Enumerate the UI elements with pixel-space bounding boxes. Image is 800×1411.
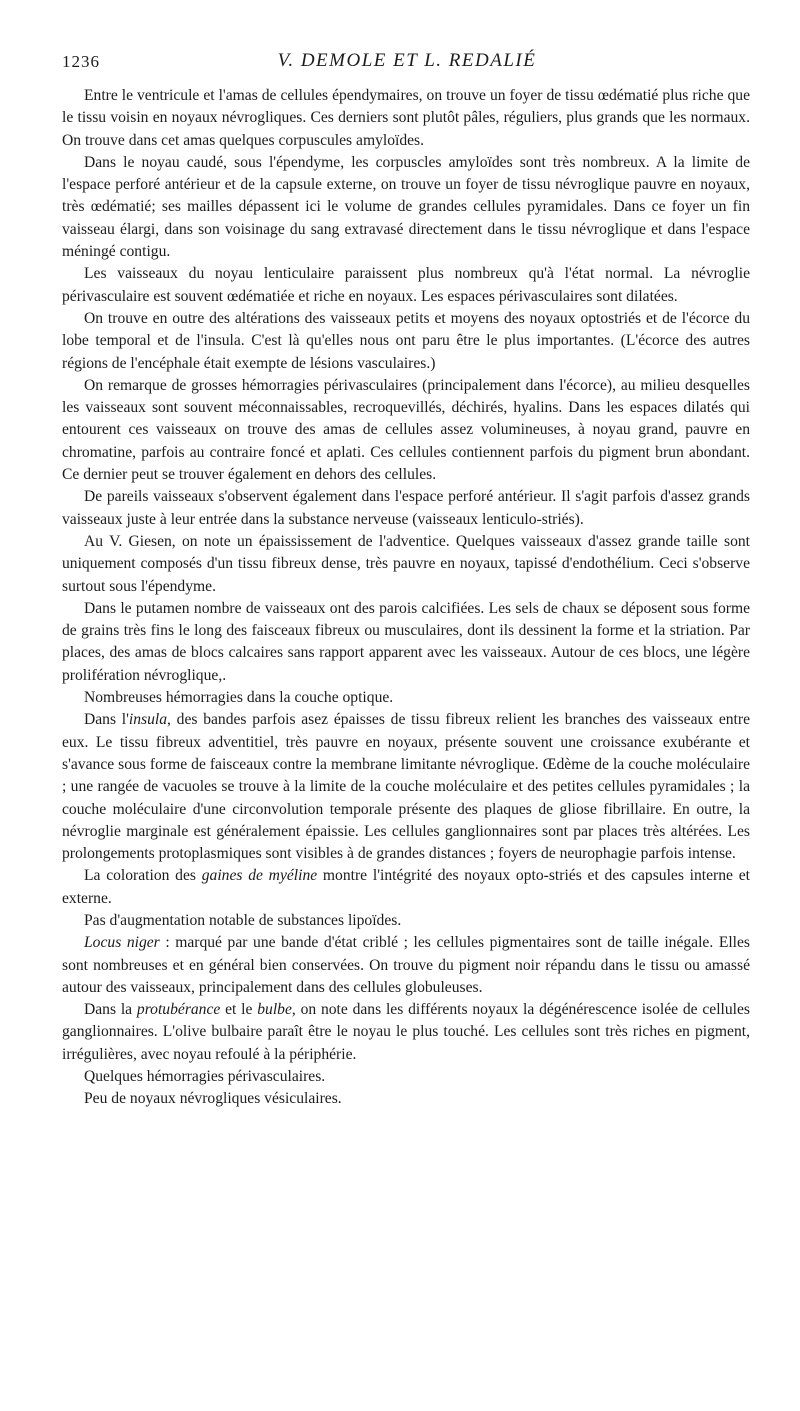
italic-term: insula [128,711,168,729]
paragraph-2: Dans le noyau caudé, sous l'épendyme, les corpuscles amyloïdes sont très nombreux. A la limite de l'espace perforé antérieur et de la capsule externe, on trouve un foyer de tissu névroglique pauvre en noyaux, très œdématié; ses mailles dépassent ici le volume de grandes cellules pyramidales. Dans ce foyer un fin vaisseau élargi, dans son voisinage du sang extravasé directement dans le tissu névroglique et dans l'espace méningé contigu. [62,153,750,261]
italic-term: protubérance [136,1001,221,1019]
paragraph-16: Peu de noyaux névrogliques vésiculaires. [84,1090,342,1108]
paragraph-text: Dans la [84,1001,137,1019]
paragraph-3: Les vaisseaux du noyau lenticulaire paraissent plus nombreux qu'à l'état normal. La névroglie périvasculaire est souvent œdématiée et riche en noyaux. Les espaces périvasculaires sont dilatées. [62,265,750,305]
paragraph-text: Dans l' [84,711,129,729]
paragraph-locus-niger [62,932,750,999]
paragraph-text: La coloration des [84,867,202,885]
body-text [62,85,750,1111]
paragraph-6: De pareils vaisseaux s'observent également dans l'espace perforé antérieur. Il s'agit parfois d'assez grands vaisseaux juste à leur entrée dans la substance nerveuse (vaisseaux lenticulo-striés). [62,488,750,528]
italic-term: bulbe [257,1001,292,1019]
paragraph-text: et le [220,1001,258,1019]
running-title: V. DEMOLE ET L. REDALIÉ [277,50,537,71]
paragraph-protuberance [62,999,750,1066]
paragraph-12: Pas d'augmentation notable de substances lipoïdes. [84,911,402,929]
paragraph-text: : marqué par une bande d'état criblé ; les cellules pigmentaires sont de taille inégale. Elles sont nombreuses et en général bien conservées. On trouve du pigment noir répandu dans le tissu ou amassé autour des vaisseaux, principalement dans des cellules globuleuses. [62,934,751,996]
paragraph-9: Nombreuses hémorragies dans la couche optique. [84,689,394,707]
page-number: 1236 [62,52,100,71]
paragraph-text: montre l'intégrité des noyaux opto-striés et des capsules interne et externe. [62,867,750,907]
italic-term: Locus niger [84,934,160,952]
paragraph-text: , des bandes parfois asez épaisses de tissu fibreux relient les branches des vaisseaux entre eux. Le tissu fibreux adventitiel, très pauvre en noyaux, présente souvent une croissance exubérante et s'avance sous forme de faisceaux contre la membrane limitante névroglique. Œdème de la couche moléculaire ; une rangée de vacuoles se trouve à la limite de la couche moléculaire et des petites cellules pyramidales ; la couche moléculaire d'une circonvolution temporale présente des plaques de gliose fibrillaire. En outre, la névroglie marginale est généralement épaissie. Les cellules ganglionnaires sont par places très altérées. Les prolongements protoplasmiques sont visibles à de grandes distances ; foyers de neurophagie parfois intense. [62,711,750,863]
paragraph-5: On remarque de grosses hémorragies périvasculaires (principalement dans l'écorce), au milieu desquelles les vaisseaux sont souvent méconnaissables, recroquevillés, déchirés, hyalins. Dans les espaces dilatés qui entourent ces vaisseaux on trouve des amas de cellules assez volumineuses, à noyau grand, pauvre en chromatine, parfois au contraire foncé et aplati. Ces cellules contiennent parfois du pigment brun abondant. Ce dernier peut se trouver également en dehors des cellules. [62,376,750,484]
paragraph-7: Au V. Giesen, on note un épaississement de l'adventice. Quelques vaisseaux d'assez grande taille sont uniquement composés d'un tissu fibreux dense, très pauvre en noyaux, tapissé d'endothélium. Ceci s'observe surtout sous l'épendyme. [62,532,750,595]
paragraph-4: On trouve en outre des altérations des vaisseaux petits et moyens des noyaux optostriés et de l'écorce du lobe temporal et de l'insula. C'est là qu'elles nous ont paru être le plus importantes. (L'écorce des autres régions de l'encéphale était exempte de lésions vasculaires.) [62,309,750,372]
paragraph-myelin [62,865,750,910]
paragraph-text: , on note dans les différents noyaux la dégénérescence isolée de cellules ganglionnaires. L'olive bulbaire paraît être le noyau le plus touché. Les cellules sont très riches en pigment, irrégulières, avec noyau refoulé à la périphérie. [62,1001,750,1063]
page-header [62,48,752,78]
paragraph-15: Quelques hémorragies périvasculaires. [84,1068,326,1086]
paragraph-8: Dans le putamen nombre de vaisseaux ont des parois calcifiées. Les sels de chaux se déposent sous forme de grains très fins le long des faisceaux fibreux ou musculaires, dont ils dessinent la forme et la striation. Par places, des amas de blocs calcaires sans rapport apparent avec les vaisseaux. Autour de ces blocs, une légère prolifération névroglique,. [62,599,750,684]
italic-term: gaines de myéline [201,867,318,885]
paragraph-1: Entre le ventricule et l'amas de cellules épendymaires, on trouve un foyer de tissu œdématié plus riche que le tissu voisin en noyaux névrogliques. Ces derniers sont plutôt pâles, réguliers, plus grands que les normaux. On trouve dans cet amas quelques corpuscules amyloïdes. [62,87,750,149]
paragraph-insula [62,709,750,865]
